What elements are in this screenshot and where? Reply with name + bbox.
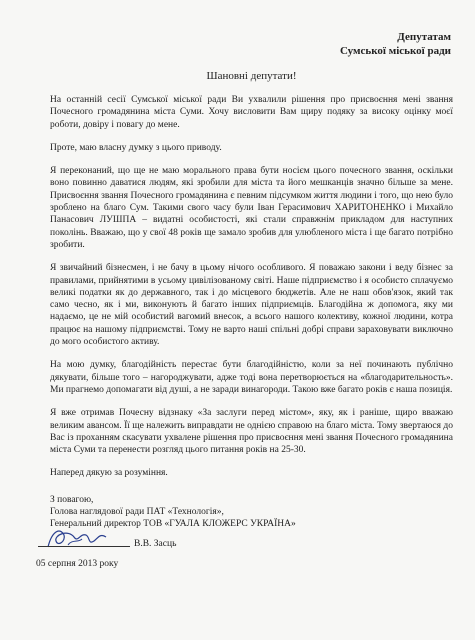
closing-title-2: Генеральний директор ТОВ «ГУАЛА КЛОЖЕРС УКРАЇНА» xyxy=(50,519,296,530)
paragraph-3: Я переконаний, що ще не маю морального права бути носієм цього почесного звання, оскільки воно повинно даватися людям, які зробили для міста та його мешканців значно більше за мене. Присвоєння звання Почесного громадянина є певним підсумком життя людини і того, що нею було зроблено на благо Сум. Такими свого часу були Іван Герасимович ХАРИТОНЕНКО і Михайло Панасович ЛУШПА – видатні особистості, які стали справжнім прикладом для наступних поколінь. Вважаю, що у свої 48 років ще замало зробив для улюбленого міста і ще багато потрібно зробити. xyxy=(50,166,453,250)
addressee-block xyxy=(50,30,451,58)
greeting: Шановні депутати! xyxy=(206,70,297,82)
paragraph-4: Я звичайний бізнесмен, і не бачу в цьому нічого особливого. Я поважаю закони і веду бізнес за правилами, прийнятими в усьому цивілізованому світі. Наше підприємство і я особисто сплачуємо великі податки як до державного, так і до місцевого бюджетів. Але не наш обов'язок, який так само чесно, як і ми, виконують й багато інших підприємців. Благодійна ж допомога, яку ми надаємо, це не мій особистий вагомий внесок, а всього нашого колективу, кожної людини, котра працює на нашому підприємстві. Тому не варто наші спільні добрі справи зараховувати виключно до мого особистого активу. xyxy=(50,263,453,348)
addressee-line-2: Сумської міської ради xyxy=(340,45,451,57)
closing-regards: З повагою, xyxy=(50,494,94,505)
signature-line xyxy=(38,546,130,547)
signature-row xyxy=(50,531,453,557)
handwritten-signature xyxy=(38,525,118,551)
paragraph-1: На останній сесії Сумської міської ради Ви ухвалили рішення про присвоєння мені звання Почесного громадянина міста Суми. Хочу висловити Вам щиру подяку за високу оцінку моєї роботи, довіру і повагу до мене. xyxy=(50,95,453,130)
closing-title-1: Голова наглядової ради ПАТ «Технологія», xyxy=(50,507,224,518)
paragraph-2: Проте, маю власну думку з цього приводу. xyxy=(50,142,222,153)
paragraph-6: Я вже отримав Почесну відзнаку «За заслуги перед містом», яку, як і раніше, щиро вважаю великим авансом. Її ще належить виправдати не однією справою на благо міста. Тому звертаюся до Вас із проханням скасувати ухвалене рішення про присвоєння мені звання Почесного громадянина міста Суми та перенести розгляд цього питання років на 25-30. xyxy=(50,408,453,456)
thanks-line: Наперед дякую за розуміння. xyxy=(50,468,168,479)
signatory-name: В.В. Засць xyxy=(134,538,177,549)
paragraph-5: На мою думку, благодійність перестає бути благодійністю, коли за неї починають публічно дякувати, більше того – нагороджувати, адже тоді вона перетворюється на «благодарительность». Ми прагнемо допомагати від душі, а не заради винагороди. Такою вже багато років є наша позиція. xyxy=(50,360,453,395)
letter-date: 05 серпня 2013 року xyxy=(36,558,119,569)
addressee-line-1: Депутатам xyxy=(397,31,451,43)
